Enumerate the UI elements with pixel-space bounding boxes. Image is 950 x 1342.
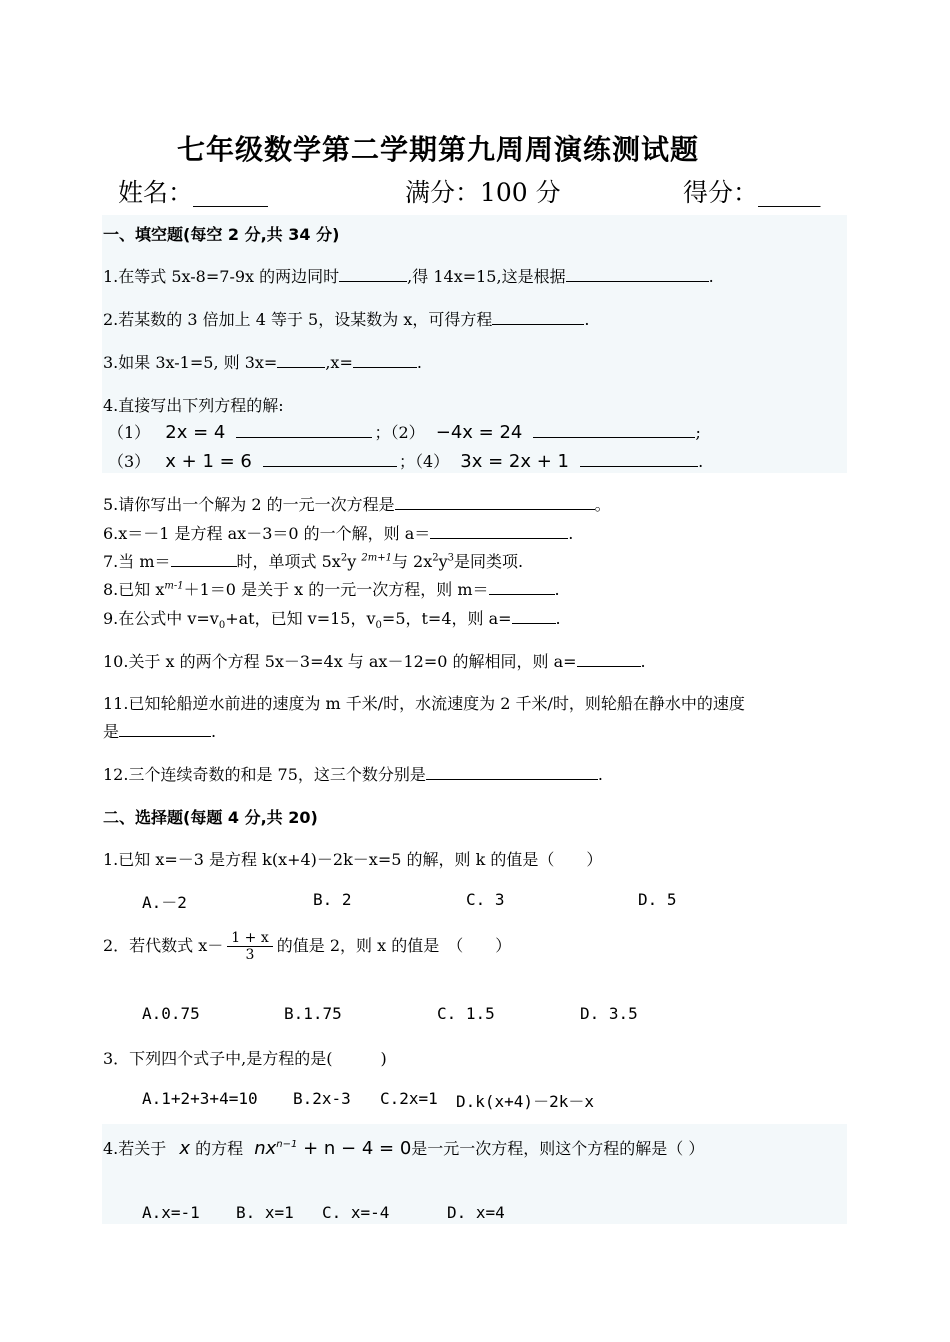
s2-q4-text: 是一元一次方程，则这个方程的解是（ ）: [411, 1139, 705, 1158]
s1-q3-text: .: [416, 353, 422, 372]
s2-question-4: [103, 1136, 704, 1159]
s2-q3-option-b: B.2x-3: [293, 1089, 351, 1108]
item-label: ；（4）: [398, 452, 450, 471]
s1-q5-text: 5.请你写出一个解为 2 的一元一次方程是: [103, 495, 395, 514]
score-blank: _____: [758, 178, 821, 207]
item-label: ；（2）: [374, 423, 425, 442]
s1-q10-text: .: [640, 652, 646, 671]
s1-q11-text: 是: [103, 722, 120, 741]
s2-q4-option-b: B. x=1: [236, 1203, 294, 1222]
s1-question-3: [103, 350, 422, 373]
answer-blank: [577, 650, 641, 667]
s1-q9-text: +at，已知 v=15，v: [225, 609, 376, 628]
s2-q2-option-d: D. 3.5: [580, 1004, 638, 1023]
subscript: 0: [375, 620, 382, 632]
score-field: [683, 173, 821, 209]
s1-q6-text: .: [568, 524, 574, 543]
answer-blank: [395, 493, 595, 510]
answer-blank: [580, 450, 698, 467]
s1-q7-text: 与 2x: [391, 552, 433, 571]
exponent: 2m+1: [361, 552, 392, 564]
s2-question-3: 3．下列四个式子中,是方程的是( ): [103, 1049, 387, 1068]
s2-q1-option-b: B. 2: [313, 890, 352, 909]
s1-question-4-intro: 4.直接写出下列方程的解:: [103, 396, 284, 415]
s1-question-12: [103, 762, 603, 785]
fraction-denominator: 3: [245, 947, 255, 963]
s1-question-10: [103, 649, 646, 672]
s1-question-9: [103, 606, 561, 631]
answer-blank: [263, 450, 397, 467]
answer-blank: [489, 578, 555, 595]
s1-q5-text: 。: [594, 495, 611, 514]
s1-q7-text: y: [347, 552, 357, 571]
page-title: 七年级数学第二学期第九周周演练测试题: [177, 133, 700, 166]
s1-q11-text: .: [211, 722, 217, 741]
equation: −4x = 24: [435, 422, 523, 443]
s2-q1-option-c: C. 3: [466, 890, 505, 909]
exponent: 2: [340, 552, 348, 564]
s1-q12-text: .: [597, 765, 603, 784]
s1-q9-text: 9.在公式中 v=v: [103, 609, 219, 628]
s2-q4-text: 4.若关于: [103, 1139, 167, 1158]
s2-q1-option-a: A.－2: [142, 893, 187, 912]
answer-blank: [119, 720, 211, 737]
s1-question-6: [103, 521, 573, 544]
answer-blank: [492, 308, 584, 325]
equation: [254, 1138, 411, 1159]
s2-q3-option-d: D.k(x+4)－2k－x: [456, 1092, 594, 1111]
fraction: [227, 930, 272, 963]
s2-q1-option-d: D. 5: [638, 890, 677, 909]
punct: .: [698, 452, 704, 471]
s1-q8-text: ＋1＝0 是关于 x 的一元一次方程，则 m＝: [183, 580, 489, 599]
s1-q8-text: 8.已知 x: [103, 580, 165, 599]
s1-question-2: [103, 307, 589, 330]
s1-q9-text: .: [555, 609, 561, 628]
s2-q2-option-b: B.1.75: [284, 1004, 342, 1023]
s1-question-4-row1: [108, 420, 701, 443]
s1-q2-text: .: [584, 310, 590, 329]
equation: x + 1 = 6: [165, 451, 252, 472]
s2-q2-option-a: A.0.75: [142, 1004, 200, 1023]
item-label: （1）: [108, 423, 151, 442]
s2-question-2: [103, 930, 511, 963]
subscript: 0: [218, 620, 226, 632]
equation-part: + n − 4 = 0: [297, 1138, 412, 1159]
equation: 3x = 2x + 1: [460, 451, 569, 472]
exponent: 3: [447, 552, 455, 564]
answer-blank: [171, 550, 237, 567]
answer-blank: [353, 351, 417, 368]
score-label: 得分：: [683, 178, 759, 207]
s2-q3-option-a: A.1+2+3+4=10: [142, 1089, 258, 1108]
s1-q10-text: 10.关于 x 的两个方程 5x－3=4x 与 ax－12=0 的解相同，则 a=: [103, 652, 577, 671]
equation-part: nx: [254, 1138, 277, 1159]
s1-q6-text: 6.x＝－1 是方程 ax－3＝0 的一个解，则 a＝: [103, 524, 431, 543]
answer-blank: [430, 522, 568, 539]
s1-question-1: [103, 264, 714, 287]
answer-blank: [566, 265, 709, 282]
answer-blank: [339, 265, 407, 282]
section2-heading: 二、选择题(每题 4 分,共 20): [103, 808, 318, 827]
s1-q1-text: 1.在等式 5x-8=7-9x 的两边同时: [103, 267, 340, 286]
s2-q4-option-d: D. x=4: [447, 1203, 505, 1222]
s1-question-11-line2: [103, 719, 216, 742]
name-blank: ______: [193, 178, 269, 207]
s2-q2-option-c: C. 1.5: [437, 1004, 495, 1023]
s1-q1-text: ,得 14x=15,这是根据: [407, 267, 566, 286]
s2-q4-option-a: A.x=-1: [142, 1203, 200, 1222]
exponent: n−1: [276, 1139, 298, 1150]
exponent: 2: [432, 552, 439, 564]
fraction-numerator: 1 + x: [227, 930, 272, 947]
s1-question-11-line1: 11.已知轮船逆水前进的速度为 m 千米/时，水流速度为 2 千米/时，则轮船在静水中的速度: [103, 694, 745, 713]
full-score: 满分：100 分: [405, 178, 561, 207]
variable: x: [179, 1138, 191, 1159]
s1-q8-text: .: [554, 580, 560, 599]
s1-q7-text: 时，单项式 5x: [236, 552, 341, 571]
exponent: m-1: [164, 580, 184, 592]
s2-q2-text: 的值是 2，则 x 的值是 （ ）: [276, 936, 512, 955]
answer-blank: [236, 421, 372, 438]
answer-blank: [277, 351, 325, 368]
s1-q1-text: .: [708, 267, 714, 286]
s1-q3-text: 3.如果 3x-1=5, 则 3x=: [103, 353, 278, 372]
s2-q4-option-c: C. x=-4: [322, 1203, 390, 1222]
s1-q9-text: =5，t=4，则 a=: [381, 609, 512, 628]
s1-q7-text: 7.当 m＝: [103, 552, 171, 571]
s1-question-7: [103, 549, 523, 572]
answer-blank: [426, 763, 598, 780]
equation: 2x = 4: [165, 422, 226, 443]
s2-q4-text: 的方程: [195, 1139, 244, 1158]
punct: ;: [695, 423, 701, 442]
s1-q12-text: 12.三个连续奇数的和是 75，这三个数分别是: [103, 765, 426, 784]
name-field: [118, 173, 268, 209]
s2-q2-text: 2．若代数式 x－: [103, 936, 224, 955]
s1-q7-text: y: [438, 552, 448, 571]
answer-blank: [533, 421, 695, 438]
s1-q3-text: ,x=: [325, 353, 353, 372]
s1-q2-text: 2.若某数的 3 倍加上 4 等于 5，设某数为 x，可得方程: [103, 310, 493, 329]
section1-heading: 一、填空题(每空 2 分,共 34 分): [103, 225, 340, 244]
s2-question-1: 1.已知 x=－3 是方程 k(x+4)－2k－x=5 的解，则 k 的值是（ ）: [103, 850, 603, 869]
s1-question-4-row2: [108, 449, 703, 472]
s2-q3-option-c: C.2x=1: [380, 1089, 438, 1108]
name-label: 姓名：: [118, 178, 194, 207]
s1-question-5: [103, 492, 611, 515]
item-label: （3）: [108, 452, 151, 471]
answer-blank: [512, 607, 556, 624]
s1-question-8: [103, 577, 560, 600]
s1-q7-text: 是同类项.: [454, 552, 524, 571]
